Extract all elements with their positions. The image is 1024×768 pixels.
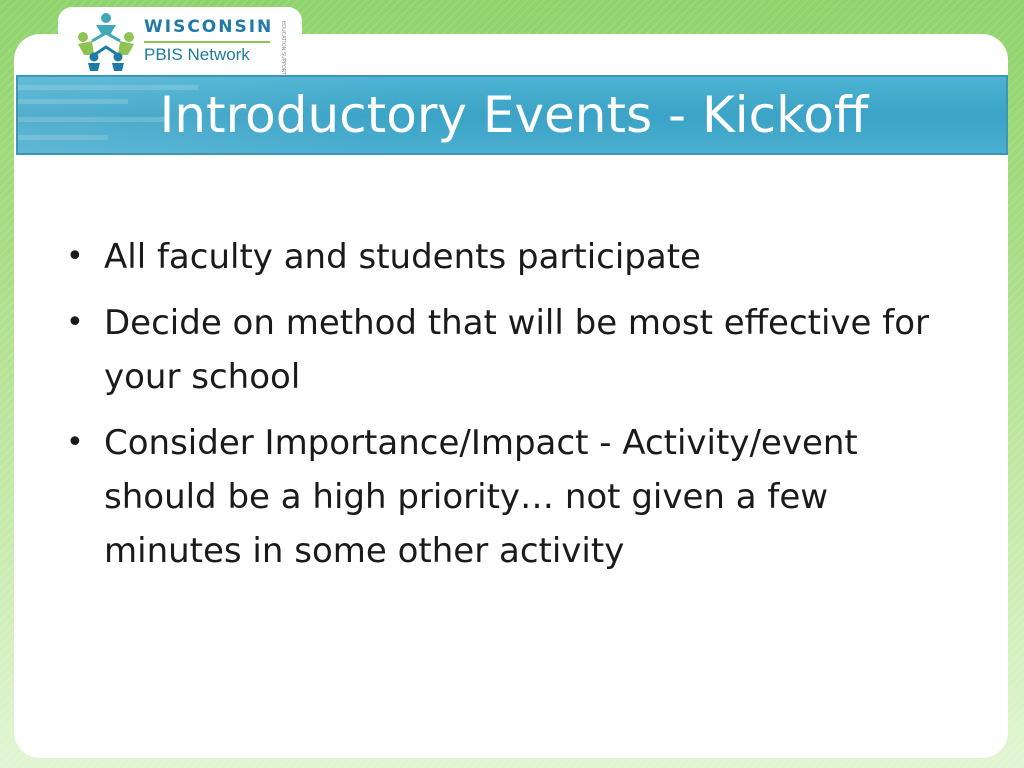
logo (58, 7, 302, 77)
bullet-text: Consider Importance/Impact - Activity/event should be a high priority… not given a few minutes in some other activity (104, 423, 858, 571)
bullet-list (66, 230, 966, 578)
bullet-item (66, 416, 966, 578)
bullet-item (66, 296, 966, 404)
title-bar (16, 75, 1008, 155)
bullet-dot-icon: • (66, 305, 84, 340)
bullet-dot-icon: • (66, 239, 84, 274)
logo-pbis-network-text: PBIS Network (144, 45, 250, 64)
logo-wisconsin-text: WISCONSIN (144, 17, 274, 37)
bullet-text: Decide on method that will be most effective for your school (104, 303, 930, 397)
logo-wordmark (144, 17, 274, 69)
bullet-item (66, 230, 966, 284)
logo-tagline: EDUCATION SUPPORT (280, 21, 286, 75)
logo-divider (144, 41, 270, 43)
people-circle-icon (74, 11, 138, 71)
slide-title: Introductory Events - Kickoff (159, 86, 869, 144)
bullet-dot-icon: • (66, 425, 84, 460)
slide-content (66, 230, 966, 590)
bullet-text: All faculty and students participate (104, 237, 701, 277)
